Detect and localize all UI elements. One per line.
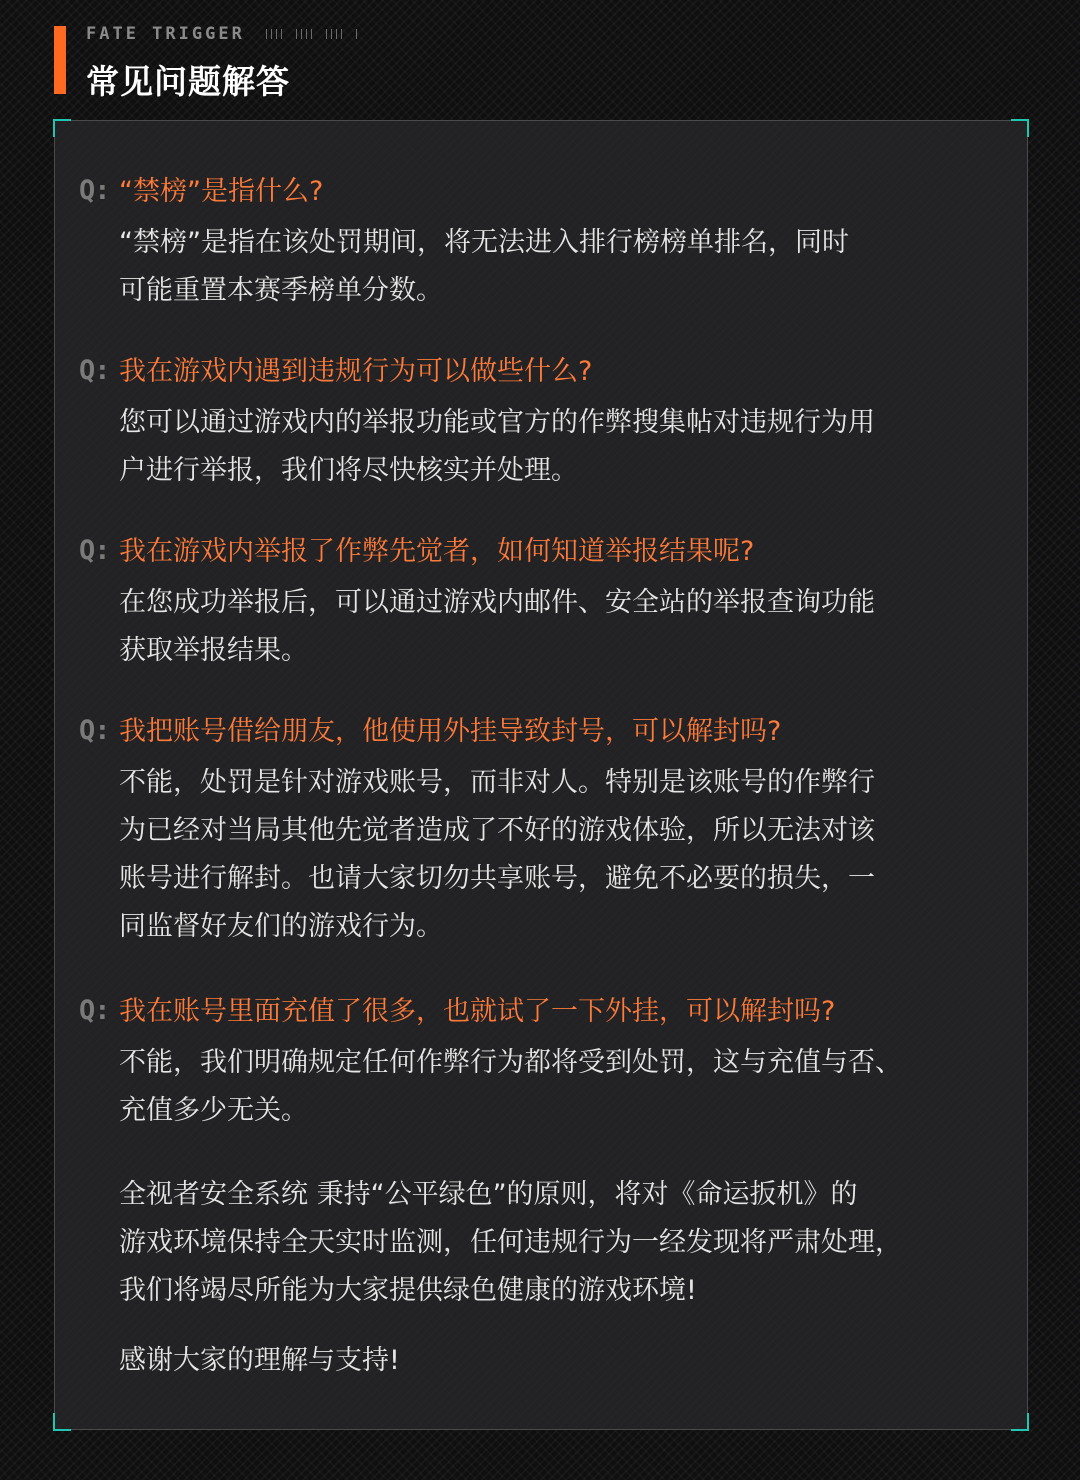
page-title: 常见问题解答	[86, 62, 290, 101]
faq-question: 我把账号借给朋友，他使用外挂导致封号，可以解封吗?	[119, 716, 782, 747]
closing-line: 我们将竭尽所能为大家提供绿色健康的游戏环境!	[119, 1275, 697, 1306]
q-mark-icon: Q:	[79, 995, 110, 1026]
faq-item	[79, 173, 989, 315]
faq-item	[79, 353, 989, 495]
faq-item	[79, 713, 989, 951]
corner-bracket-top-right	[1011, 119, 1029, 137]
answer-line: 为已经对当局其他先觉者造成了不好的游戏体验，所以无法对该	[119, 815, 875, 846]
answer-line: 可能重置本赛季榜单分数。	[119, 275, 443, 306]
q-mark-icon: Q:	[79, 175, 110, 206]
thanks-line: 感谢大家的理解与支持!	[119, 1345, 400, 1376]
corner-bracket-bottom-right	[1011, 1413, 1029, 1431]
faq-item	[79, 533, 989, 675]
answer-line: 充值多少无关。	[119, 1095, 308, 1126]
faq-panel	[54, 120, 1028, 1430]
answer-line: 不能，处罚是针对游戏账号，而非对人。特别是该账号的作弊行	[119, 767, 875, 798]
thanks-message	[119, 1337, 1019, 1385]
faq-answer	[119, 399, 989, 495]
faq-question: 我在游戏内遇到违规行为可以做些什么?	[119, 356, 593, 387]
header-accent-bar	[54, 26, 66, 94]
answer-line: 在您成功举报后，可以通过游戏内邮件、安全站的举报查询功能	[119, 587, 875, 618]
answer-line: 账号进行解封。也请大家切勿共享账号，避免不必要的损失，一	[119, 863, 875, 894]
faq-item	[79, 993, 989, 1135]
brand-ticks-decoration	[266, 24, 361, 44]
brand-logo-text	[86, 24, 361, 44]
answer-line: 同监督好友们的游戏行为。	[119, 911, 443, 942]
faq-question: “禁榜”是指什么?	[119, 176, 324, 207]
brand-name: FATE TRIGGER	[86, 24, 245, 44]
faq-answer	[119, 759, 989, 951]
answer-line: 获取举报结果。	[119, 635, 308, 666]
q-mark-icon: Q:	[79, 535, 110, 566]
answer-line: 不能，我们明确规定任何作弊行为都将受到处罚，这与充值与否、	[119, 1047, 902, 1078]
faq-answer	[119, 219, 989, 315]
closing-line: 全视者安全系统 秉持“公平绿色”的原则，将对《命运扳机》的	[119, 1179, 858, 1210]
closing-statement	[119, 1171, 1019, 1315]
answer-line: 户进行举报，我们将尽快核实并处理。	[119, 455, 578, 486]
faq-answer	[119, 579, 989, 675]
q-mark-icon: Q:	[79, 355, 110, 386]
corner-bracket-top-left	[53, 119, 71, 137]
faq-question: 我在账号里面充值了很多，也就试了一下外挂，可以解封吗?	[119, 996, 836, 1027]
closing-line: 游戏环境保持全天实时监测，任何违规行为一经发现将严肃处理，	[119, 1227, 902, 1258]
answer-line: “禁榜”是指在该处罚期间，将无法进入排行榜榜单排名，同时	[119, 227, 849, 258]
q-mark-icon: Q:	[79, 715, 110, 746]
faq-answer	[119, 1039, 989, 1135]
answer-line: 您可以通过游戏内的举报功能或官方的作弊搜集帖对违规行为用	[119, 407, 875, 438]
faq-question: 我在游戏内举报了作弊先觉者，如何知道举报结果呢?	[119, 536, 755, 567]
corner-bracket-bottom-left	[53, 1413, 71, 1431]
